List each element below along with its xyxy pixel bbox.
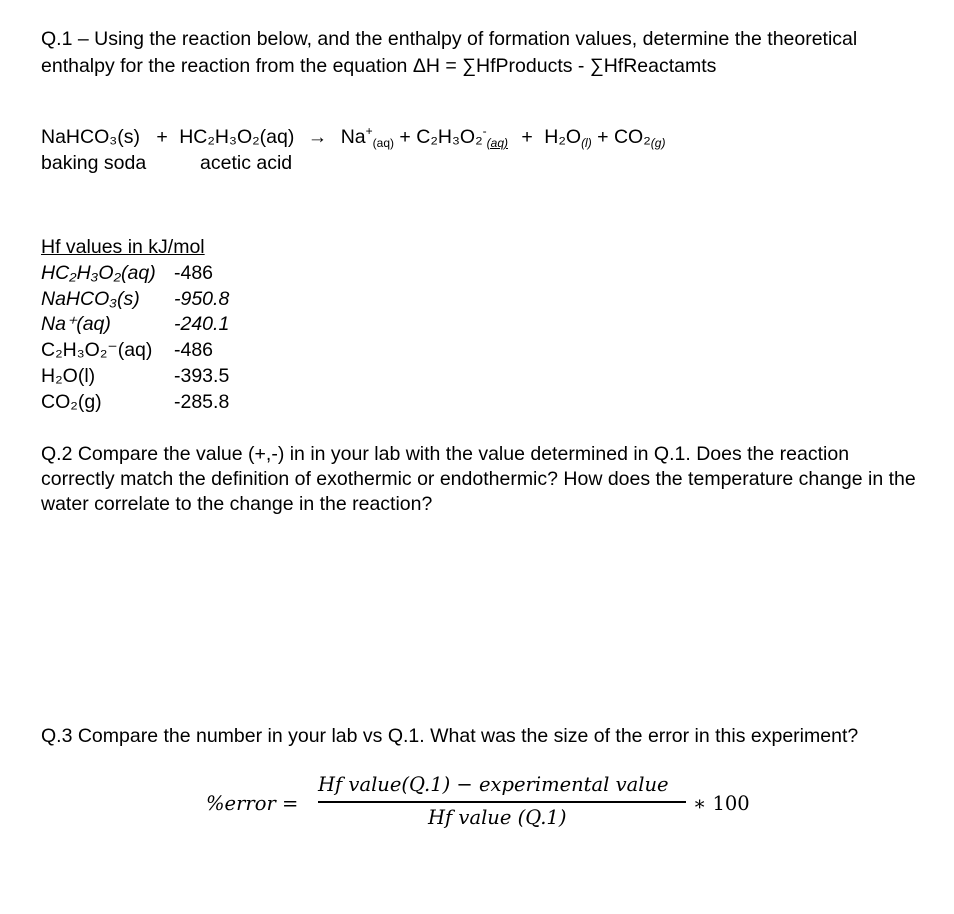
hf-value: -950.8 bbox=[174, 287, 230, 310]
plus-sign: + bbox=[521, 126, 533, 148]
species: HC₂H₃O₂(aq) bbox=[41, 261, 156, 284]
reactant-captions bbox=[41, 150, 293, 176]
product-sodium-ion: $Na^+_{(aq)}$ bbox=[340, 124, 394, 150]
reaction-arrow-icon: → bbox=[307, 126, 328, 148]
table-row bbox=[41, 364, 230, 390]
table-row bbox=[41, 261, 214, 287]
species: C₂H₃O₂⁻(aq) bbox=[41, 339, 153, 362]
table-row bbox=[41, 287, 230, 313]
formula-numerator: Hf value(Q.1) − experimental value bbox=[318, 773, 669, 796]
hf-value: -285.8 bbox=[174, 390, 230, 413]
formula-denominator: Hf value (Q.1) bbox=[428, 806, 567, 829]
hf-value: -240.1 bbox=[174, 313, 230, 336]
table-row bbox=[41, 390, 230, 416]
formula-multiplier: ∗ 100 bbox=[693, 792, 750, 815]
caption-acetic-acid: acetic acid bbox=[200, 152, 293, 174]
table-row bbox=[41, 338, 214, 364]
species: NaHCO₃(s) bbox=[41, 287, 140, 310]
hf-value: -393.5 bbox=[174, 364, 230, 387]
product-water: $H_2O_{(l)}$ bbox=[544, 126, 592, 150]
plus-sign: + bbox=[156, 126, 168, 148]
table-heading: Hf values in kJ/mol bbox=[41, 236, 205, 258]
table-row bbox=[41, 312, 230, 338]
hf-value: -486 bbox=[174, 339, 214, 362]
reaction-equation bbox=[41, 124, 665, 150]
question-3: Q.3 Compare the number in your lab vs Q.1. What was the size of the error in this experiment? bbox=[41, 725, 859, 747]
plus-sign: + bbox=[597, 126, 609, 148]
reactant-baking-soda: NaHCO₃(s) bbox=[41, 126, 140, 148]
reactant-acetic-acid: HC₂H₃O₂(aq) bbox=[179, 126, 295, 148]
product-carbon-dioxide: $CO_2_{(g)}$ bbox=[613, 126, 666, 150]
fraction-bar bbox=[318, 801, 686, 803]
species: Na⁺(aq) bbox=[41, 313, 111, 336]
hf-values-table bbox=[41, 235, 230, 416]
caption-baking-soda: baking soda bbox=[41, 152, 147, 174]
species: H₂O(l) bbox=[41, 364, 96, 387]
question-1: Q.1 – Using the reaction below, and the enthalpy of formation values, determine the theoretical enthalpy for the reaction from the equation ΔH = ∑HfProducts - ∑HfReactamts bbox=[41, 28, 858, 77]
question-2: Q.2 Compare the value (+,-) in in your lab with the value determined in Q.1. Does the reaction correctly match the definition of exothermic or endothermic? How does the temperature change in the water correlate to the change in the reaction? bbox=[41, 443, 916, 515]
formula-lhs: %error = bbox=[206, 792, 299, 815]
plus-sign: + bbox=[399, 126, 411, 148]
species: CO₂(g) bbox=[41, 390, 102, 413]
hf-value: -486 bbox=[174, 261, 214, 284]
product-acetate-ion: $C_2H_3O_2^-_{(aq)}$ bbox=[416, 124, 508, 150]
